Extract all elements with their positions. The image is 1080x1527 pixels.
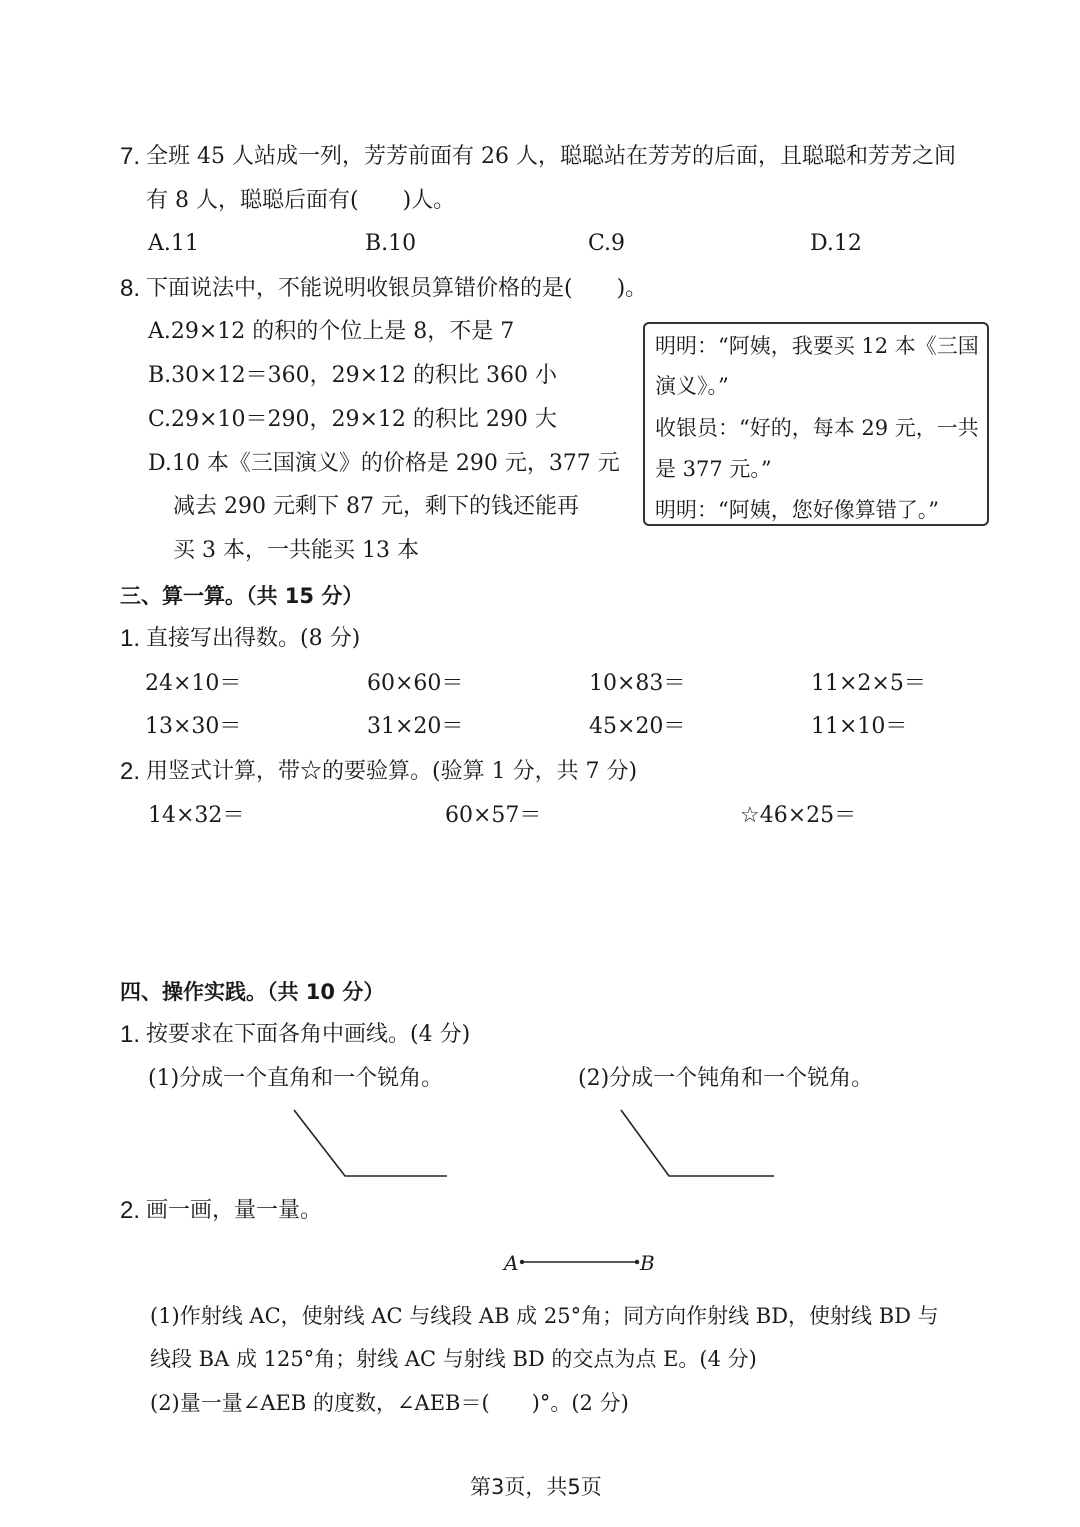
q8-option-d-line3: 买 3 本，一共能买 13 本 [173, 538, 419, 563]
section-4-title: 四、操作实践。（共 10 分） [120, 980, 385, 1004]
sec4-part1-line1: (1)作射线 AC，使射线 AC 与线段 AB 成 25°角；同方向作射线 BD，使射线 BD 与 [150, 1304, 939, 1328]
q8-option-d-line2: 减去 290 元剩下 87 元，剩下的钱还能再 [173, 494, 579, 519]
q7-number: 7. [120, 143, 141, 170]
vertical-calc-item: 60×57＝ [445, 803, 542, 828]
dialog-line: 是 377 元。” [655, 457, 772, 481]
q7-option-a: A.11 [148, 231, 199, 256]
q8-option-d-line1: D.10 本《三国演义》的价格是 290 元，377 元 [148, 451, 620, 476]
label-b: B [640, 1251, 655, 1275]
q8-option-c: C.29×10＝290，29×12 的积比 290 大 [148, 407, 557, 432]
sec4-part2: (2)量一量∠AEB 的度数，∠AEB＝( )°。(2 分) [150, 1391, 629, 1415]
sec3-q2-text: 用竖式计算，带☆的要验算。(验算 1 分，共 7 分) [146, 759, 638, 784]
calc-item: 31×20＝ [367, 714, 464, 739]
page-footer: 第3页，共5页 [470, 1475, 602, 1499]
q8-option-b: B.30×12＝360，29×12 的积比 360 小 [148, 363, 557, 388]
sec4-sub2: (2)分成一个钝角和一个锐角。 [578, 1066, 874, 1091]
dialog-line: 收银员：“好的，每本 29 元，一共 [655, 416, 979, 440]
calc-item: 11×10＝ [811, 714, 908, 739]
sec3-q1-text: 直接写出得数。(8 分) [146, 626, 361, 651]
q7-option-b: B.10 [365, 231, 417, 256]
q7-stem-line1: 全班 45 人站成一列，芳芳前面有 26 人，聪聪站在芳芳的后面，且聪聪和芳芳之间 [146, 144, 956, 169]
q8-stem: 下面说法中，不能说明收银员算错价格的是( )。 [146, 276, 648, 301]
vertical-calc-item: 14×32＝ [148, 803, 245, 828]
calc-item: 11×2×5＝ [811, 671, 926, 696]
q8-option-a: A.29×12 的积的个位上是 8，不是 7 [148, 319, 515, 344]
q7-option-c: C.9 [588, 231, 626, 256]
angle-figure-1 [294, 1110, 447, 1176]
sec4-q2-text: 画一画，量一量。 [146, 1198, 323, 1223]
point-b-dot [635, 1260, 639, 1264]
section-3-title: 三、算一算。（共 15 分） [120, 584, 364, 608]
sec4-q1-number: 1. [120, 1021, 141, 1048]
q7-option-d: D.12 [810, 231, 862, 256]
sec4-part1-line2: 线段 BA 成 125°角；射线 AC 与射线 BD 的交点为点 E。(4 分) [150, 1347, 757, 1371]
sec4-q1-text: 按要求在下面各角中画线。(4 分) [146, 1022, 471, 1047]
calc-item: 45×20＝ [589, 714, 686, 739]
label-a: A [504, 1251, 519, 1275]
dialog-line: 演义》。” [655, 374, 729, 398]
dialog-line: 明明：“阿姨，我要买 12 本《三国 [655, 334, 979, 358]
angle-figure-2 [621, 1110, 774, 1176]
vertical-calc-item: ☆46×25＝ [740, 803, 857, 828]
calc-item: 13×30＝ [145, 714, 242, 739]
q7-stem-line2: 有 8 人，聪聪后面有( )人。 [146, 188, 456, 213]
sec3-q1-number: 1. [120, 625, 141, 652]
sec3-q2-number: 2. [120, 758, 141, 785]
sec4-sub1: (1)分成一个直角和一个锐角。 [148, 1066, 444, 1091]
point-a-dot [520, 1260, 524, 1264]
calc-item: 10×83＝ [589, 671, 686, 696]
sec4-q2-number: 2. [120, 1197, 141, 1224]
dialog-line: 明明：“阿姨，您好像算错了。” [655, 498, 939, 522]
calc-item: 24×10＝ [145, 671, 242, 696]
calc-item: 60×60＝ [367, 671, 464, 696]
q8-number: 8. [120, 275, 141, 302]
